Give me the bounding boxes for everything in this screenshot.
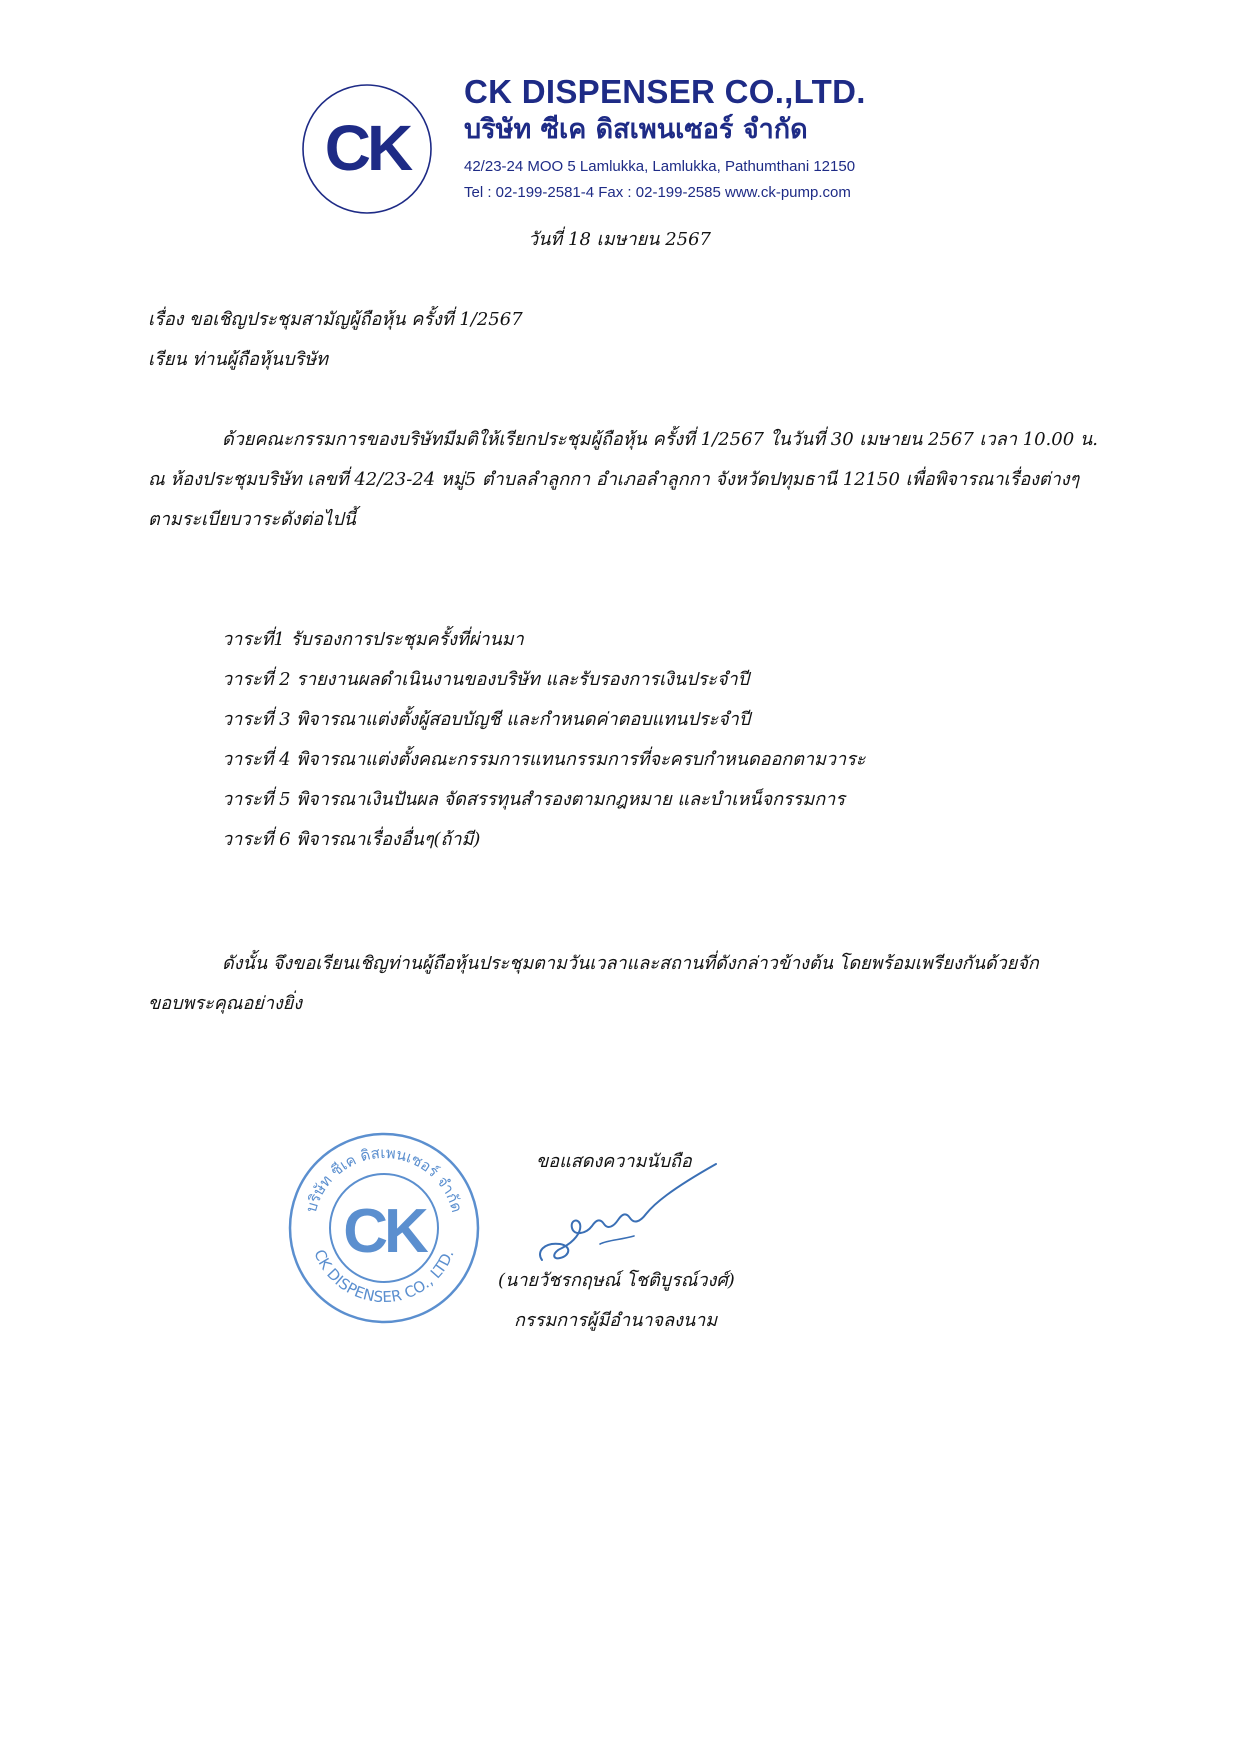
seal-ring-text-top: บริษัท ซีเค ดิสเพนเซอร์ จำกัด [301,1143,467,1215]
paragraph2-line: ดังนั้น จึงขอเรียนเชิญท่านผู้ถือหุ้นประชุมตามวันเวลาและสถานที่ดังกล่าวข้างต้น โดยพร้อมเพรียงกันด้วยจัก [222,953,1039,974]
paragraph2-line: ขอบพระคุณอย่างยิ่ง [148,993,303,1014]
letter-recipient: เรียน ท่านผู้ถือหุ้นบริษัท [148,349,328,370]
paragraph1-line: ด้วยคณะกรรมการของบริษัทมีมติให้เรียกประชุมผู้ถือหุ้น ครั้งที่ 1/2567 ในวันที่ 30 เมษายน 2567 เวลา 10.00 น. [222,429,1098,450]
seal-center-text: CK [343,1197,425,1266]
logo-text: CK [324,112,410,184]
letter-date: วันที่ 18 เมษายน 2567 [528,229,711,250]
letter-subject: เรื่อง ขอเชิญประชุมสามัญผู้ถือหุ้น ครั้งที่ 1/2567 [148,309,523,330]
signer-position: กรรมการผู้มีอำนาจลงนาม [514,1310,718,1331]
company-address: 42/23-24 MOO 5 Lamlukka, Lamlukka, Pathumthani 12150 [464,158,856,175]
agenda-item: วาระที่ 6 พิจารณาเรื่องอื่นๆ(ถ้ามี) [222,829,481,850]
letterhead [300,72,940,212]
company-name-th: บริษัท ซีเค ดิสเพนเซอร์ จำกัด [464,114,808,145]
paragraph1-line: ณ ห้องประชุมบริษัท เลขที่ 42/23-24 หมู่5 ตำบลลำลูกกา อำเภอลำลูกกา จังหวัดปทุมธานี 12150 เพื่อพิจารณาเรื่องต่างๆ [148,469,1080,490]
agenda-item: วาระที่ 5 พิจารณาเงินปันผล จัดสรรทุนสำรองตามกฎหมาย และบำเหน็จกรรมการ [222,789,845,810]
ck-logo [300,82,434,216]
company-seal-stamp [286,1130,482,1326]
handwritten-signature [530,1160,730,1270]
agenda-item: วาระที่ 2 รายงานผลดำเนินงานของบริษัท และรับรองการเงินประจำปี [222,669,750,690]
company-contact: Tel : 02-199-2581-4 Fax : 02-199-2585 www.ck-pump.com [464,184,851,201]
seal-ring-text-bottom: CK DISPENSER CO., LTD. [310,1246,458,1307]
signer-name: (นายวัชรกฤษณ์ โชติบูรณ์วงศ์) [498,1270,735,1291]
paragraph1-line: ตามระเบียบวาระดังต่อไปนี้ [148,509,356,530]
agenda-item: วาระที่ 4 พิจารณาแต่งตั้งคณะกรรมการแทนกรรมการที่จะครบกำหนดออกตามวาระ [222,749,866,770]
company-name-en: CK DISPENSER CO.,LTD. [464,73,866,110]
agenda-item: วาระที่1 รับรองการประชุมครั้งที่ผ่านมา [222,629,524,650]
company-info [464,72,934,206]
agenda-list [222,628,865,868]
closing-phrase: ขอแสดงความนับถือ [536,1151,692,1172]
agenda-item: วาระที่ 3 พิจารณาแต่งตั้งผู้สอบบัญชี และกำหนดค่าตอบแทนประจำปี [222,709,751,730]
